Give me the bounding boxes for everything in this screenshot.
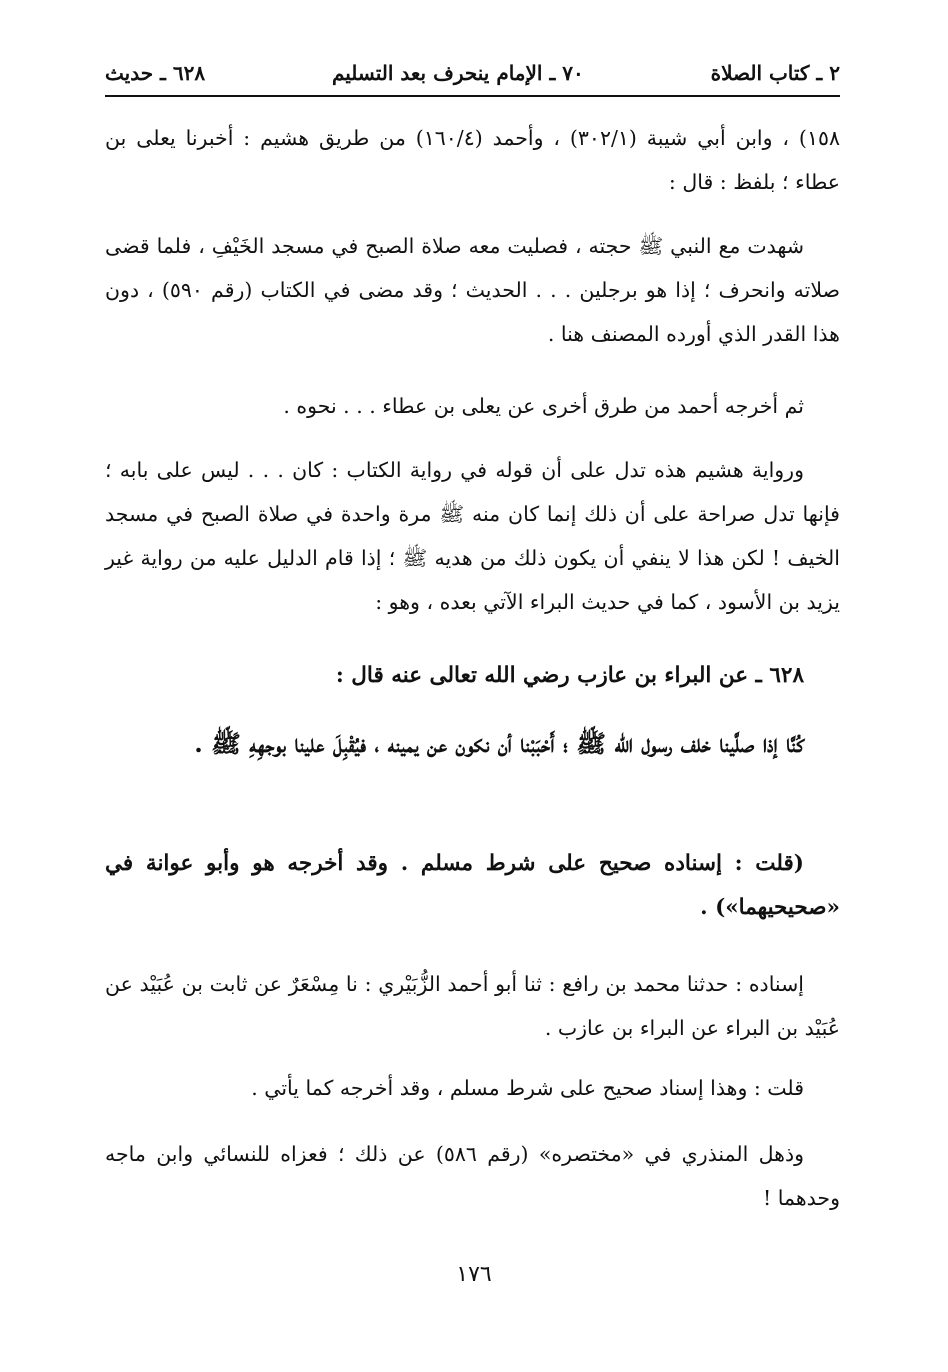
hadith-text: كُنَّا إذا صلَّينا خلف رسول الله ﷺ ؛ أَحْبَبْنا أن نكون عن يمينه ، فيُقْبِلَ علينا بوجهِهِ ﷺ . [194, 729, 804, 758]
paragraph-continuation: ١٥٨) ، وابن أبي شيبة (٣٠٢/١) ، وأحمد (١٦٠/٤) من طريق هشيم : أخبرنا يعلى بن عطاء ؛ بلفظ : قال : [105, 126, 840, 194]
header-hadith-number: ٦٢٨ ـ حديث [105, 61, 206, 85]
hadith-heading: ٦٢٨ ـ عن البراء بن عازب رضي الله تعالى عنه قال : [335, 663, 804, 688]
isnad-comment: قلت : وهذا إسناد صحيح على شرط مسلم ، وقد أخرجه كما يأتي . [251, 1076, 804, 1100]
header-chapter: ٢ ـ كتاب الصلاة [710, 61, 840, 85]
header-divider [105, 95, 840, 97]
paragraph-note: ثم أخرجه أحمد من طرق أخرى عن يعلى بن عطاء . . . نحوه . [283, 394, 804, 418]
page-number: ١٧٦ [456, 1262, 492, 1287]
paragraph-commentary: ورواية هشيم هذه تدل على أن قوله في رواية الكتاب : كان . . . ليس على بابه ؛ فإنها تدل صراحة على أن ذلك إنما كان منه ﷺ مرة واحدة في صلاة الصبح في مسجد الخيف ! لكن هذا لا ينفي أن يكون ذلك من هديه ﷺ ؛ إذا قام الدليل عليه من رواية غير يزيد بن الأسود ، كما في حديث البراء الآتي بعده ، وهو : [105, 458, 840, 614]
header-section: ٧٠ ـ الإمام ينحرف بعد التسليم [331, 61, 584, 85]
isnad-paragraph: إسناده : حدثنا محمد بن رافع : ثنا أبو أحمد الزُّبَيْري : نا مِسْعَرٌ عن ثابت بن عُبَيْد عن عُبَيْد بن البراء عن البراء بن عازب . [105, 972, 840, 1040]
grading-note: (قلت : إسناده صحيح على شرط مسلم . وقد أخرجه هو وأبو عوانة في «صحيحيهما») . [105, 851, 840, 920]
running-header [105, 56, 840, 90]
closing-note: وذهل المنذري في «مختصره» (رقم ٥٨٦) عن ذلك ؛ فعزاه للنسائي وابن ماجه وحدهما ! [105, 1142, 840, 1210]
paragraph-quoted-hadith: شهدت مع النبي ﷺ حجته ، فصليت معه صلاة الصبح في مسجد الخَيْفِ ، فلما قضى صلاته وانحرف ؛ إذا هو برجلين . . . الحديث ؛ وقد مضى في الكتاب (رقم ٥٩٠) ، دون هذا القدر الذي أورده المصنف هنا . [105, 234, 841, 346]
